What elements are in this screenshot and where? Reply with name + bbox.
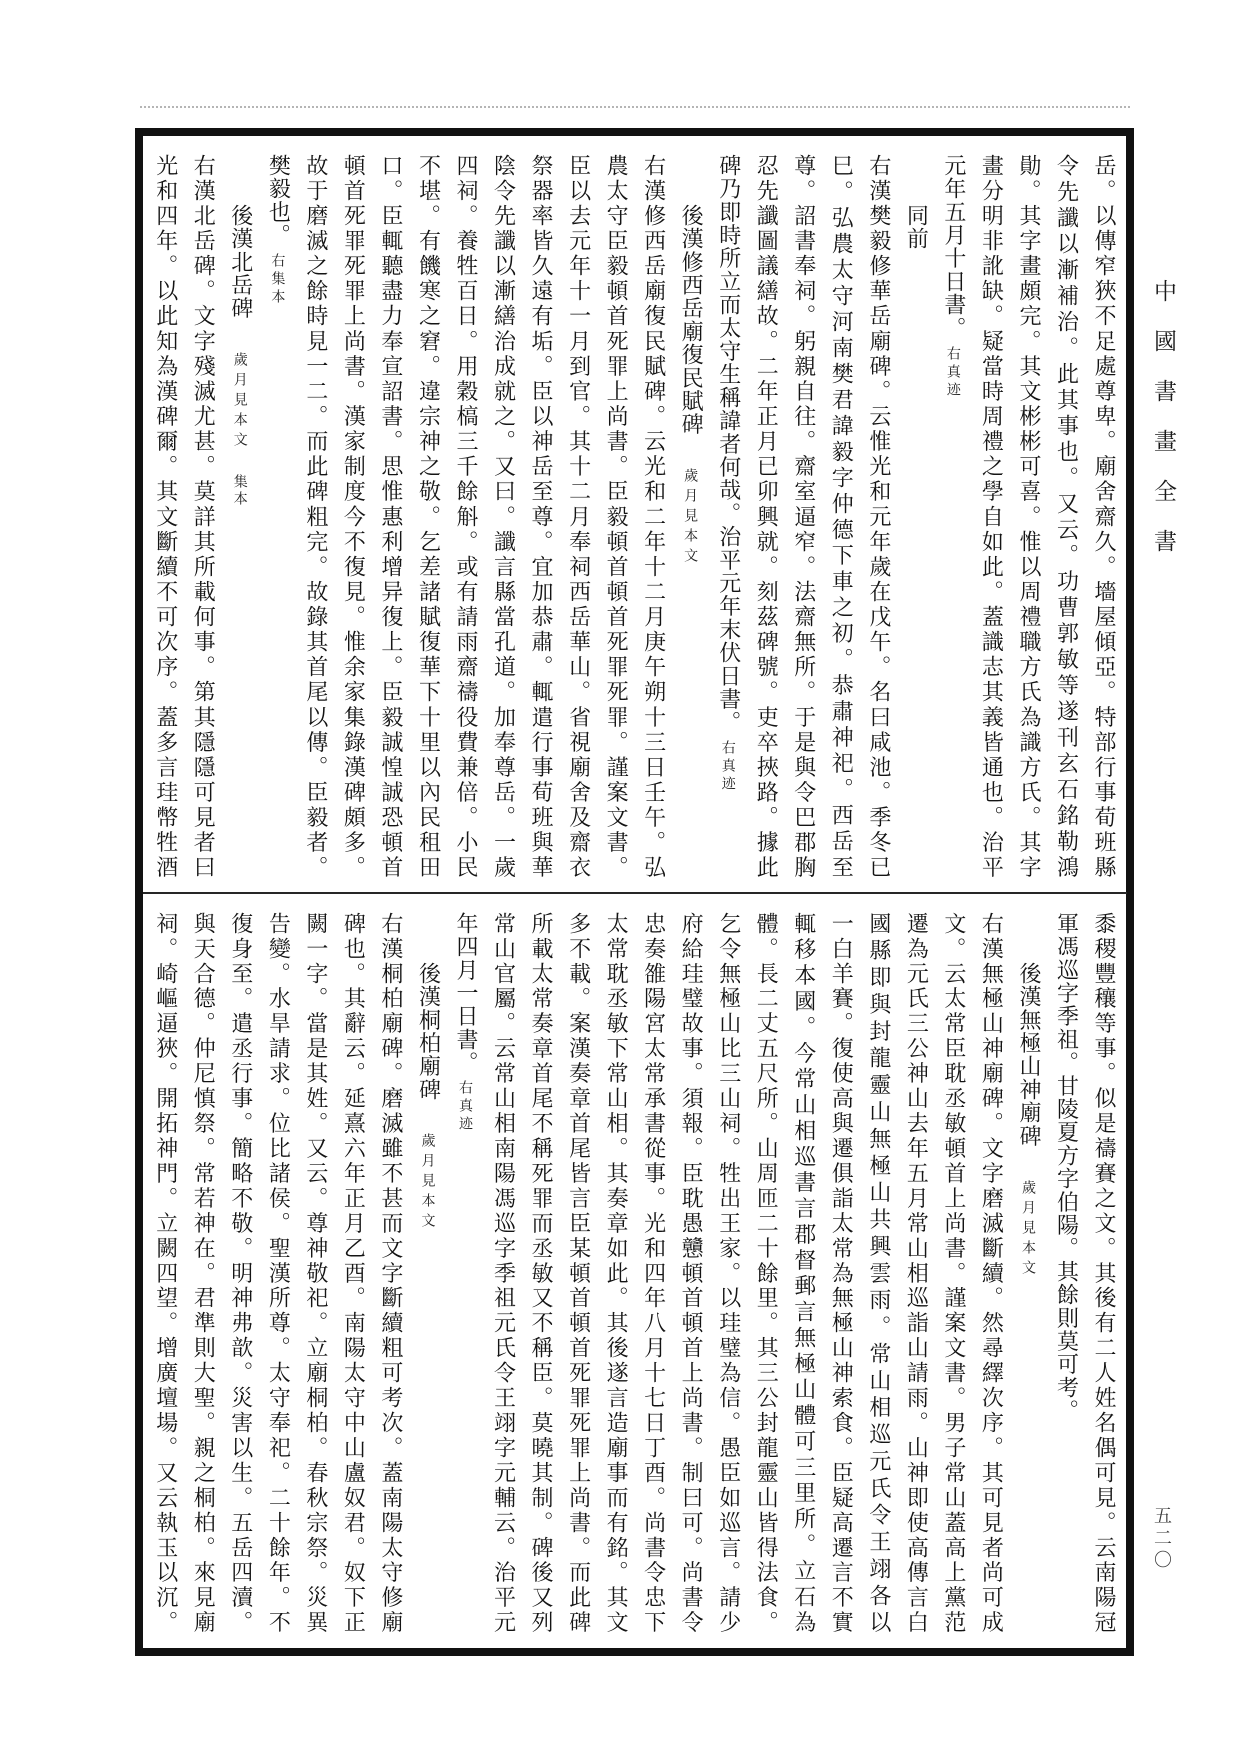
text-column [559, 154, 597, 879]
text-column [259, 912, 297, 1634]
text-column [747, 912, 785, 1634]
column-text: 多不載。案漢奏章首尾皆言臣某頓首頓首死罪死罪上尚書。而此碑 [565, 912, 591, 1634]
text-column [484, 154, 522, 879]
column-text: 所載太常奏章首尾不稱死罪而丞敏又不稱臣。莫曉其制。碑後又列 [528, 912, 554, 1634]
text-column [597, 154, 635, 879]
entry-title-text: 後漢桐柏廟碑 [415, 962, 441, 1102]
column-text: 右漢無極山神廟碑。文字磨滅斷續。然尋繹次序。其可見者尚可成 [978, 912, 1004, 1634]
text-column [1047, 912, 1085, 1634]
scan-edge-artifact [140, 106, 1130, 108]
text-column [784, 154, 822, 879]
entry-title [409, 912, 447, 1634]
column-text: 闕一字。當是其姓。又云。尊神敬祀。立廟桐柏。春秋宗祭。災異 [302, 912, 328, 1634]
text-column [334, 154, 372, 879]
column-text: 祭器率皆久遠有垢。臣以神岳至尊。宜加恭肅。輒遣行事荀班與華 [528, 154, 554, 879]
text-column [934, 912, 972, 1634]
text-column [934, 154, 972, 879]
date-note: 歲月見本文 [231, 352, 248, 452]
text-column [409, 154, 447, 879]
upper-register [146, 154, 1122, 879]
column-text: 復身至。遣丞行事。簡略不敬。明神弗歆。災害以生。五岳四瀆。 [227, 912, 253, 1634]
text-column [446, 154, 484, 879]
column-text: 右漢北岳碑。文字殘滅尤甚。莫詳其所載何事。第其隱隱可見者曰 [190, 154, 216, 879]
text-column [747, 154, 785, 879]
text-column [146, 154, 184, 879]
entry-title [672, 154, 710, 879]
register-divider [143, 892, 1127, 894]
column-text: 令先讖以漸補治。此其事也。又云。功曹郭敏等遂刊玄石銘勒鴻 [1053, 154, 1079, 879]
column-text: 勛。其字畫頗完。其文彬彬可喜。惟以周禮職方氏為識方氏。其字 [1015, 154, 1041, 879]
text-column [784, 912, 822, 1634]
column-text: 國縣即與封龍靈山無極山共興雲雨。常山相巡元氏令王翊各以 [865, 912, 891, 1634]
column-text: 忍先讖圖議繕故。二年正月已卯興就。刻茲碑號。吏卒挾路。據此 [753, 154, 779, 879]
text-column [972, 154, 1010, 879]
column-text: 乞令無極山比三山祠。牲出王家。以珪璧為信。愚臣如巡言。請少 [715, 912, 741, 1634]
column-text: 與天合德。仲尼慎祭。常若神在。君準則大聖。親之桐柏。來見廟 [190, 912, 216, 1634]
column-text: 元年五月十日書。 [940, 154, 966, 340]
column-text: 岳。以傳窄狹不足處尊卑。廟舍齋久。墻屋傾亞。特部行事荀班縣 [1091, 154, 1116, 879]
column-text: 常山官屬。云常山相南陽馮巡字季祖元氏令王翊字元輔云。治平元 [490, 912, 516, 1634]
text-column [822, 912, 860, 1634]
text-column [559, 912, 597, 1634]
column-text: 故于磨滅之餘時見一二。而此碑粗完。故錄其首尾以傳。臣毅者。 [302, 154, 328, 879]
text-column [672, 912, 710, 1634]
text-column [184, 912, 222, 1634]
text-column [1084, 154, 1122, 879]
text-column [859, 912, 897, 1634]
column-text: 年四月一日書。 [452, 912, 478, 1075]
text-column [859, 154, 897, 879]
source-note: 右真迹 [719, 740, 736, 794]
column-text: 輒移本國。今常山相巡書言郡督郵言無極山體可三里所。立石為 [790, 912, 816, 1634]
entry-title [1009, 912, 1047, 1634]
column-text: 口。臣輒聽盡力奉宣詔書。思惟惠利增异復上。臣毅誠惶誠恐頓首 [377, 154, 403, 879]
column-text: 碑也。其辭云。延熹六年正月乙酉。南陽太守中山盧奴君。奴下正 [340, 912, 366, 1634]
text-column [597, 912, 635, 1634]
column-text: 右漢修西岳廟復民賦碑。云光和二年十二月庚午朔十三日壬午。弘 [640, 154, 666, 879]
column-text: 四祠。養牲百日。用穀槁三千餘斛。或有請雨齋禱役費兼倍。小民 [452, 154, 478, 879]
column-text: 祠。崎嶇逼狹。開拓神門。立闕四望。增廣壇場。又云執玉以沉。 [152, 912, 178, 1634]
text-column [184, 154, 222, 879]
page-number: 五二〇 [1151, 1506, 1172, 1572]
column-text: 右漢桐柏廟碑。磨滅雖不甚而文字斷續粗可考次。蓋南陽太守修廟 [377, 912, 403, 1634]
text-column [371, 154, 409, 879]
text-column [371, 912, 409, 1634]
date-note: 歲月見本文 [682, 468, 699, 568]
entry-title-text: 後漢修西岳廟復民賦碑 [678, 204, 704, 436]
source-note: 右真迹 [944, 345, 961, 400]
text-column [1009, 154, 1047, 879]
column-text: 頓首死罪死罪上尚書。漢家制度今不復見。惟余家集錄漢碑頗多。 [340, 154, 366, 879]
column-text: 黍稷豐穰等事。似是禱賽之文。其後有二人姓名偶可見。云南陽冠 [1091, 912, 1116, 1634]
entry-title [897, 154, 935, 879]
column-text: 一白羊賽。復使高與遷俱詣太常為無極山神索食。臣疑高遷言不實 [828, 912, 854, 1634]
column-text: 體。長二丈五尺所。山周匝二十餘里。其三公封龍靈山皆得法食。 [753, 912, 779, 1634]
running-header-book-title: 中國書畫全書 [1150, 279, 1176, 579]
column-text: 陰令先讖以漸繕治成就之。又曰。讖言縣當孔道。加奉尊岳。一歲 [490, 154, 516, 879]
text-column [897, 912, 935, 1634]
entry-title-text: 後漢無極山神廟碑 [1015, 962, 1041, 1148]
column-text: 農太守臣毅頓首死罪上尚書。臣毅頓首頓首死罪死罪。謹案文書。 [603, 154, 629, 879]
column-text: 碑乃即時所立而太守生稱諱者何哉。治平元年末伏日書。 [715, 154, 741, 734]
column-text: 右漢樊毅修華岳廟碑。云惟光和元年歲在戊午。名曰咸池。季冬已 [865, 154, 891, 879]
source-note: 右真迹 [456, 1080, 473, 1135]
column-text: 尊。詔書奉祠。躬親自往。齋室逼窄。法齋無所。于是與令巴郡胸 [790, 154, 816, 879]
column-text: 太常耽丞敏下常山相。其奏章如此。其後遂言造廟事而有銘。其文 [603, 912, 629, 1634]
column-text: 臣以去元年十一月到官。其十二月奉祠西岳華山。省視廟舍及齋衣 [565, 154, 591, 879]
text-column [522, 154, 560, 879]
source-note: 集本 [231, 474, 248, 508]
column-text: 文。云太常臣耽丞敏頓首上尚書。謹案文書。男子常山蓋高上黨范 [940, 912, 966, 1634]
column-text: 府給珪璧故事。須報。臣耽愚戇頓首頓首上尚書。制曰可。尚書令 [678, 912, 704, 1634]
text-column [146, 912, 184, 1634]
column-text: 光和四年。以此知為漢碑爾。其文斷續不可次序。蓋多言珪幣牲酒 [152, 154, 178, 879]
text-column [259, 154, 297, 879]
lower-register [146, 912, 1122, 1634]
column-text: 不堪。有饑寒之窘。違宗神之敬。乞差諸賦復華下十里以內民租田 [415, 154, 441, 879]
entry-title-text: 後漢北岳碑 [227, 204, 253, 320]
text-column [1084, 912, 1122, 1634]
text-column [709, 154, 747, 879]
entry-title [221, 154, 259, 879]
date-note: 歲月見本文 [419, 1133, 436, 1234]
text-column [446, 912, 484, 1634]
column-text: 巳。弘農太守河南樊君諱毅字仲德下車之初。恭肅神祀。西岳至 [828, 154, 854, 879]
column-text: 樊毅也。 [265, 154, 291, 247]
text-column [296, 912, 334, 1634]
source-note: 右集本 [269, 252, 286, 307]
text-column [634, 912, 672, 1634]
column-text: 軍馮巡字季祖。甘陵夏方字伯陽。其餘則莫可考。 [1053, 912, 1079, 1423]
column-text: 忠奏雒陽宮太常承書從事。光和四年八月十七日丁酉。尚書令忠下 [640, 912, 666, 1634]
column-text: 遷為元氏三公神山去年五月常山相巡詣山請雨。山神即使高傳言白 [903, 912, 929, 1634]
text-column [296, 154, 334, 879]
text-column [522, 912, 560, 1634]
text-column [822, 154, 860, 879]
text-column [484, 912, 522, 1634]
text-column [221, 912, 259, 1634]
date-note: 歲月見本文 [1019, 1179, 1036, 1280]
text-column [334, 912, 372, 1634]
text-column [1047, 154, 1085, 879]
text-column [634, 154, 672, 879]
column-text: 告變。水旱請求。位比諸侯。聖漢所尊。太守奉祀。二十餘年。不 [265, 912, 291, 1634]
column-text: 畫分明非訛缺。疑當時周禮之學自如此。蓋識志其義皆通也。治平 [978, 154, 1004, 879]
entry-title-text: 同前 [903, 204, 929, 251]
text-column [709, 912, 747, 1634]
text-column [972, 912, 1010, 1634]
